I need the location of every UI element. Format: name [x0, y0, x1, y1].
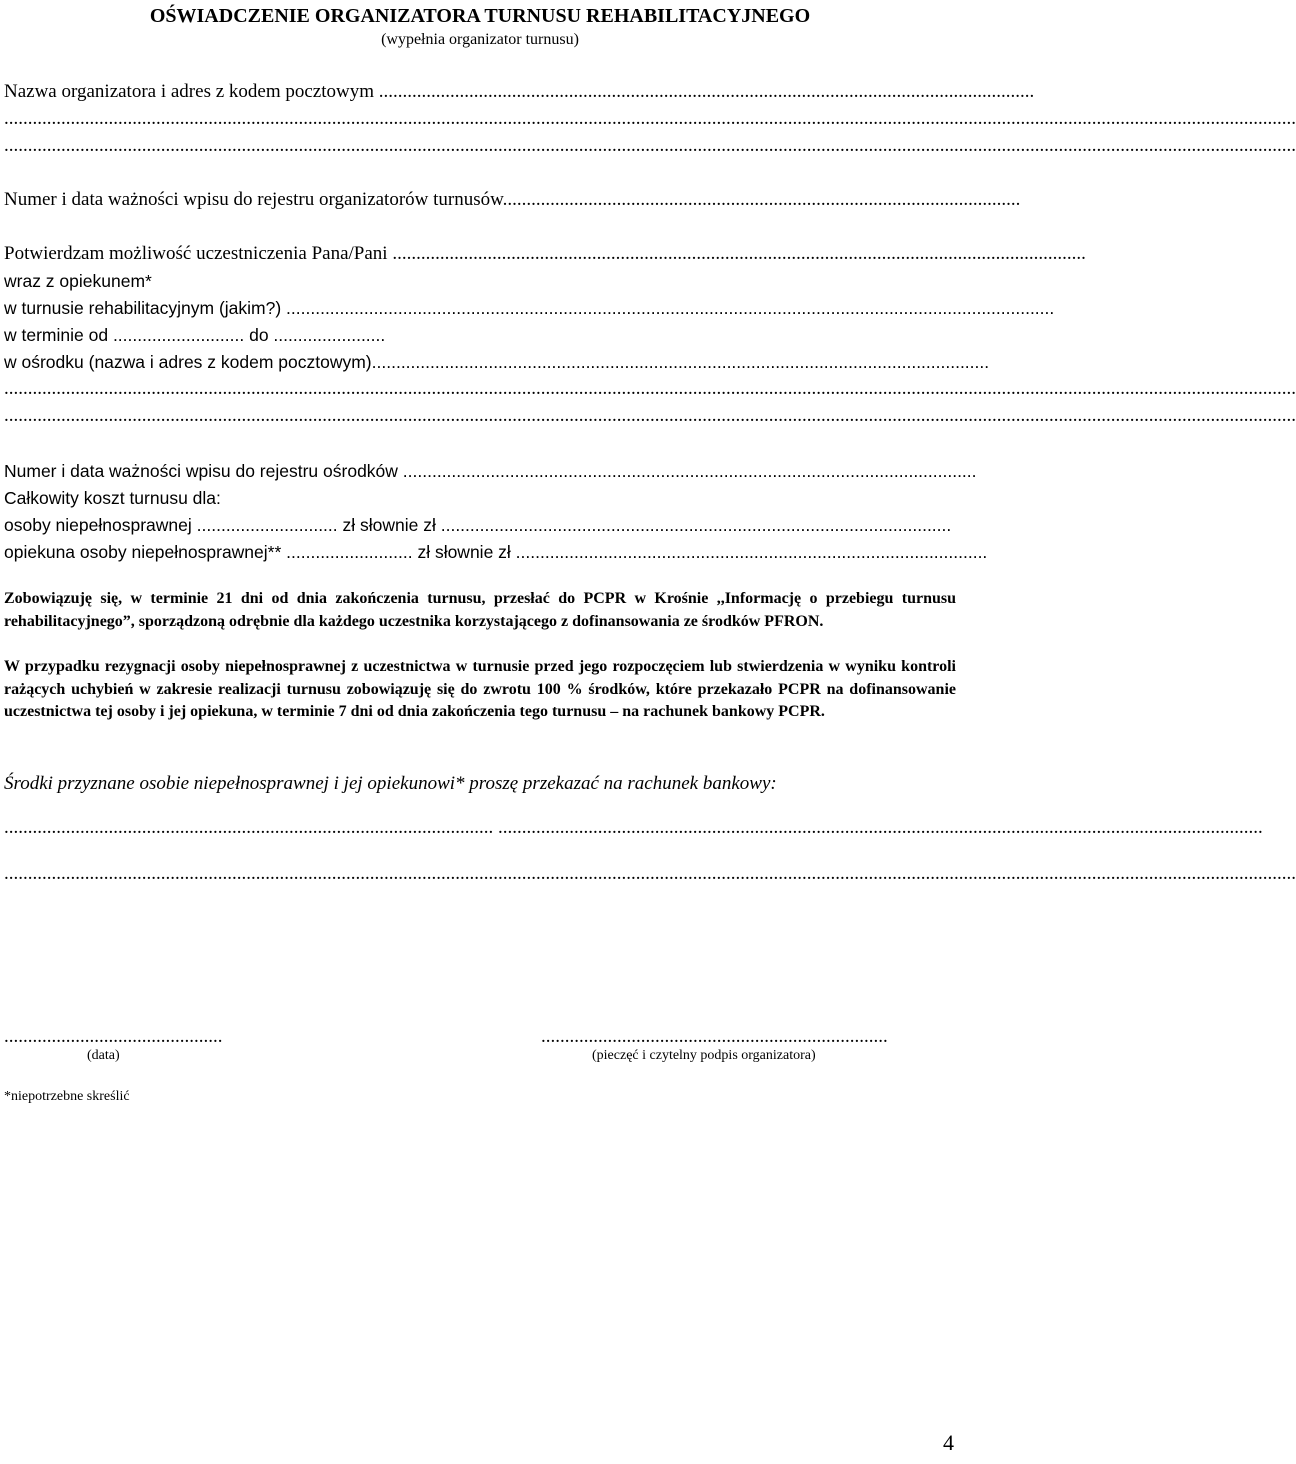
center-continuation-2[interactable]: ................................................................................................................................................................................................................................................................................ — [4, 405, 1296, 426]
disabled-person-cost-field[interactable]: osoby niepełnosprawnej ............................. zł słownie zł ......................................................................................................... — [4, 515, 952, 535]
document-subtitle: (wypełnia organizator turnusu) — [381, 31, 579, 48]
signature-label: (pieczęć i czytelny podpis organizatora) — [592, 1048, 816, 1063]
center-label: w ośrodku (nazwa i adres z kodem pocztowym) — [4, 352, 372, 372]
turnus-type-field[interactable]: w turnusie rehabilitacyjnym (jakim?) .............................................................................................................................................................. — [4, 298, 1055, 318]
obligation-paragraph-1: Zobowiązuję się, w terminie 21 dni od dnia zakończenia turnusu, przesłać do PCPR w Krośnie ,,Informację o przebiegu turnusu rehabilitacyjnego”, sporządzoną odrębnie dla każdego uczestnika korzystającego z dofinansowania ze środków PFRON. — [4, 590, 956, 630]
participant-label: Potwierdzam możliwość uczestniczenia Pana/Pani — [4, 243, 393, 264]
page-number: 4 — [943, 1430, 954, 1455]
total-cost-label: Całkowity koszt turnusu dla: — [4, 488, 221, 508]
footnote: *niepotrzebne skreślić — [4, 1089, 130, 1104]
turnus-type-label: w turnusie rehabilitacyjnym (jakim?) — [4, 298, 287, 318]
organizer-registry-field[interactable]: Numer i data ważności wpisu do rejestru organizatorów turnusów............................................................................................................. — [4, 189, 1021, 210]
organizer-name-label: Nazwa organizatora i adres z kodem pocztowym — [4, 81, 379, 102]
bank-account-field-2[interactable]: ................................................................................................................................................................................................................................................................................ — [4, 863, 1296, 884]
center-registry-field[interactable]: Numer i data ważności wpisu do rejestru ośrodków ...................................................................................................................... — [4, 461, 977, 481]
bank-account-label: Środki przyznane osobie niepełnosprawnej i jej opiekunowi* proszę przekazać na rachunek bankowy: — [4, 773, 777, 794]
bank-account-field-1[interactable]: ....................................................................................................... ................................................................................................................................................................. — [4, 817, 1263, 838]
obligation-paragraph-2: W przypadku rezygnacji osoby niepełnosprawnej z uczestnictwa w turnusie przed jego rozpoczęciem lub stwierdzenia w wyniku kontroli rażących uchybień w zakresie realizacji turnusu zobowiązuję się do zwrotu 100 % środków, które przekazało PCPR na dofinansowanie uczestnictwa tej osoby i jej opiekuna, w terminie 7 dni od dnia zakończenia tego turnusu – na rachunek bankowy PCPR. — [4, 658, 956, 720]
caregiver-cost-label: opiekuna osoby niepełnosprawnej** — [4, 542, 287, 562]
caregiver-cost-field[interactable]: opiekuna osoby niepełnosprawnej** .......................... zł słownie zł ................................................................................................. — [4, 542, 988, 562]
organizer-name-field[interactable]: Nazwa organizatora i adres z kodem pocztowym .......................................................................................................................................... — [4, 81, 1035, 102]
organizer-registry-label: Numer i data ważności wpisu do rejestru organizatorów turnusów — [4, 189, 503, 210]
organizer-name-continuation-1[interactable]: ................................................................................................................................................................................................................................................................................ — [4, 108, 1296, 129]
caregiver-line: wraz z opiekunem* — [4, 271, 152, 291]
currency-words-label-1: zł słownie zł — [337, 515, 441, 535]
center-registry-label: Numer i data ważności wpisu do rejestru ośrodków — [4, 461, 403, 481]
term-from-label: w terminie od — [4, 325, 113, 345]
term-to-label: do — [244, 325, 274, 345]
term-field[interactable]: w terminie od ........................... do ....................... — [4, 325, 386, 345]
center-continuation-1[interactable]: ................................................................................................................................................................................................................................................................................ — [4, 378, 1296, 399]
organizer-name-continuation-2[interactable]: ................................................................................................................................................................................................................................................................................ — [4, 135, 1296, 156]
document-title: OŚWIADCZENIE ORGANIZATORA TURNUSU REHABILITACYJNEGO — [149, 5, 811, 27]
participant-field[interactable]: Potwierdzam możliwość uczestniczenia Pana/Pani .................................................................................................................................................. — [4, 243, 1086, 264]
center-field[interactable]: w ośrodku (nazwa i adres z kodem pocztowym)............................................................................................................................... — [4, 352, 990, 372]
signature-field[interactable]: ......................................................................... — [541, 1026, 888, 1047]
date-label: (data) — [87, 1048, 120, 1063]
currency-words-label-2: zł słownie zł — [412, 542, 516, 562]
date-field[interactable]: .............................................. — [4, 1026, 223, 1047]
disabled-person-cost-label: osoby niepełnosprawnej — [4, 515, 197, 535]
